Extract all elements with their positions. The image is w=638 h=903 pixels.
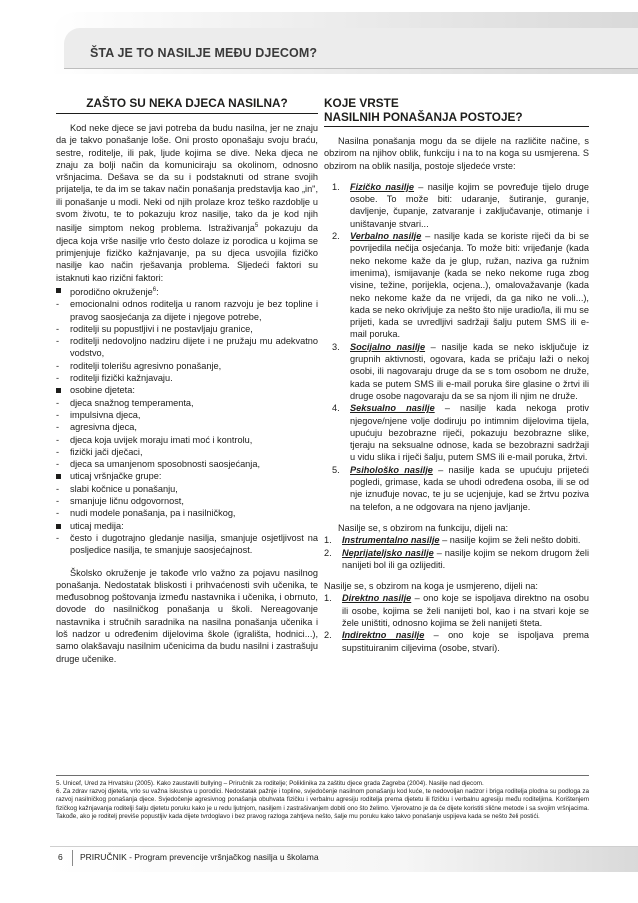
item-number: 1. [324,535,332,546]
item-term: Socijalno nasilje [350,341,426,352]
list-item-text: roditelji fizički kažnjavaju. [70,373,173,384]
list-item-text: osobine djeteta: [70,385,135,396]
dash-bullet: - [56,409,60,420]
square-bullet-icon [56,520,61,532]
item-text: – nasilje kada nekoga protiv njegove/njene volje dodiruju po intimnim dijelovima tijela, upućuju bezobrazne riječi, pokazuju bezobrazne slike, tjeraju na seksualne odnose, kada se bezobrazni sadržaji u vidu slika i riječi šalju, putem SMS ili e-mail poruka, žrtvi. [350,403,590,463]
item-number: 2. [324,547,332,558]
square-bullet-icon [56,384,61,396]
right-heading [324,96,589,127]
item-number: 5. [332,464,340,475]
list-item [56,397,318,409]
dash-bullet: - [56,299,60,310]
dash-bullet: - [56,360,60,371]
list-item-text: slabi kočnice u ponašanju, [70,483,178,494]
risk-factor-list [56,284,318,557]
numbered-item [324,534,589,546]
dash-bullet: - [56,323,60,334]
dash-bullet: - [56,336,60,347]
square-bullet-shape [56,474,61,479]
list-item-text: emocionalni odnos roditelja u ranom razvoju je bez topline i pravog saosjećanja za dijete i njegove potrebe, [70,299,318,322]
list-item-text: djeca snažnog temperamenta, [70,397,194,408]
list-item-text: djeca sa umanjenom sposobnosti saosjećanja, [70,459,260,470]
page-footer [50,846,638,871]
list-item [56,335,318,360]
dash-bullet: - [56,373,60,384]
item-text: – ono koje se ispoljava direktno na osobu ili osobe, kojima se želi nanijeti bol, kao i na stvari koje se žele uništiti, odnosno kojima se želi nanijeti šteta. [342,593,589,628]
list-item-text: nudi modele ponašanja, pa i nasilničkog, [70,508,236,519]
list-item [56,507,318,519]
numbered-item [332,402,589,463]
violence-form-list [324,181,589,513]
list-item-text: smanjuje ličnu odgovornost, [70,496,184,507]
numbered-item [332,230,589,341]
item-number: 3. [332,341,340,352]
footer-title: PRIRUČNIK - Program prevencije vršnjačkog nasilja u školama [80,852,319,862]
dash-bullet: - [56,483,60,494]
header-divider [64,68,638,69]
item-text: – nasilje kada se upućuju prijeteći pogledi, grimase, kada se uhodi određena osoba, ili se od nje iznuđuje novac, te ju se ucjenjuje, kad se žrtvu poziva na telefon, a ne odgovara na njeno javljanje. [350,464,589,512]
right-intro-paragraph: Nasilna ponašanja mogu da se dijele na različite načine, s obzirom na njihov oblik, funkciju i na to na koga su usmjerena. S obzirom na oblik nasilja, postoje sljedeće vrste: [324,136,589,171]
numbered-item [324,592,589,629]
item-text: – nasilje kojim se želi nešto dobiti. [439,535,581,546]
right-column [324,96,589,654]
list-item [56,434,318,446]
square-bullet-shape [56,288,61,293]
page-section-title: ŠTA JE TO NASILJE MEĐU DJECOM? [90,46,318,60]
left-column [56,96,318,665]
square-bullet-icon [56,470,61,482]
list-item [56,360,318,372]
list-item [56,384,318,396]
target-intro: Nasilje se, s obzirom na koga je usmjereno, dijeli na: [324,581,538,592]
list-item [56,532,318,557]
square-bullet-icon [56,284,61,296]
list-item [56,409,318,421]
list-item [56,298,318,323]
list-item-text: impulsivna djeca, [70,409,141,420]
item-term: Instrumentalno nasilje [342,535,440,546]
item-text: – nasilje kojim se nekom drugom želi nanijeti bol ili ga ozlijediti. [342,547,590,570]
list-item [56,446,318,458]
numbered-item [324,547,589,572]
footnote-6: 6. Za zdrav razvoj djeteta, vrlo su važna iskustva u porodici. Nedostatak pažnje i topline, svjedočenje nasilnom ponašanju kod kuće, te nedovoljan nadzor i briga roditelja plodna su podloga za razvoj nasilničkog ponašanja djece. Svjedočenje agresivnog ponašanja obuhvata fizičku i verbalnu agresiju roditelja prema djetetu ili fizičku i verbalnu agresiju među roditeljima. Korištenjem fizičkog kažnjavanja roditelji šalju djetetu poruku kako je u redu ljutnjom, nasiljem i zastrašivanjem dobiti ono što želimo. Vjerovatno je da će dijete koristiti slične metode i sa svojim vršnjacima. Takođe, ako je roditelj previše popustljiv kada dijete tvrdoglavo i bez pravog razloga zahtjeva nešto, šalje mu poruku kako takvo ponašanje uspijeva kada se nešto želi postići. [56,788,589,820]
item-number: 2. [324,630,332,641]
item-text: – nasilje kada se neko isključuje iz grupnih aktivnosti, ogovara, kada se pričaju laži o nekoj osobi, ili nagovaraju druge da se s tom osobom ne druže, kada se putem SMS ili e-mail poruka šire glasine o žrtvi ili druge osobe nagovaraju da se sa njom ili njim ne druže. [350,341,589,401]
item-text: – ono koje se ispoljava prema supstituiranim ciljevima (osobe, stvari). [342,630,589,653]
right-heading-line2: NASILNIH PONAŠANJA POSTOJE? [324,110,523,124]
list-item-suffix: : [156,286,159,297]
violence-target-list [324,592,589,653]
list-item-text: roditelji su popustljivi i ne postavljaju granice, [70,323,253,334]
list-item [56,483,318,495]
list-item [56,323,318,335]
school-paragraph: Školsko okruženje je takođe vrlo važno za pojavu nasilnog ponašanja. Nedostatak bliskosti i prihvaćenosti svih učenika, te međusobnog poštovanja između nastavnika i učenika, i obrnuto, dovode do nasilničkog ponašanja u školi. Nereagovanje nastavnika i stručnih saradnika na nasilna ponašanja učenika i loš nadzor u određenim dijelovima škole (igrališta, hodnici...), samo olakšavaju nasilnim učenicima da budu nasilni i zastrašuju druge učenike. [56,567,318,664]
right-heading-line1: KOJE VRSTE [324,96,399,110]
item-number: 4. [332,403,340,414]
item-term: Direktno nasilje [342,593,412,604]
item-term: Indirektno nasilje [342,630,425,641]
item-number: 2. [332,231,340,242]
left-heading: ZAŠTO SU NEKA DJECA NASILNA? [56,96,318,114]
list-item-text: agresivna djeca, [70,422,137,433]
item-number: 1. [324,593,332,604]
item-term: Psihološko nasilje [350,464,433,475]
function-intro: Nasilje se, s obzirom na funkciju, dijeli na: [338,522,509,533]
list-item [56,470,318,482]
dash-bullet: - [56,532,60,543]
dash-bullet: - [56,397,60,408]
list-item-text: često i dugotrajno gledanje nasilja, smanjuje osjetljivost na posljedice nasilja, te smanjuje saosjećajnost. [70,532,318,556]
footnote-ref-5: 5 [254,223,259,230]
list-item [56,284,318,298]
dash-bullet: - [56,459,60,470]
list-item [56,495,318,507]
square-bullet-shape [56,388,61,393]
item-term: Verbalno nasilje [350,231,422,242]
page-number: 6 [58,852,63,862]
left-intro-paragraph [56,122,318,284]
list-item-text: porodično okruženje [70,286,153,297]
list-item-text: uticaj medija: [70,520,124,531]
item-text: – nasilje kojim se povređuje tijelo druge osobe. To može biti: udaranje, šutiranje, guranje, davljenje, čupanje, zatvaranje i zaključavanje, otimanje i uništavanje stvari... [350,181,590,229]
item-term: Fizičko nasilje [350,181,415,192]
item-number: 1. [332,181,340,192]
list-item-text: djeca koja uvijek moraju imati moć i kontrolu, [70,434,253,445]
list-item [56,372,318,384]
dash-bullet: - [56,508,60,519]
footer-separator [72,850,73,866]
list-item [56,458,318,470]
list-item [56,421,318,433]
footnote-5: 5. Unicef, Ured za Hrvatsku (2005). Kako zaustaviti bullying – Priručnik za roditelje; Poliklinika za zaštitu djece grada Zagreba (2004). Nasilje nad djecom. [56,780,484,787]
numbered-item [332,181,589,230]
item-text: – nasilje kada se koriste riječi da bi se povrijedila nečija osjećanja. To može biti: vrijeđanje (kada neko nekome kaže da je glup, ružan, naziva ga ružnim imenima), ismijavanje (kada se neko nekome ruga zbog visine, težine, porijekla, ocjena..), omalovažavanje (kada neko nekome kaže da ne vrijedi, da ga niko ne voli...), kada se neko okrivljuje za nešto što nije uradio/la, ili mu se prijeti, kada se uvredljivi sadržaji šalju putem SMS ili e-mail poruka. [350,231,590,340]
footnotes [56,775,589,821]
dash-bullet: - [56,446,60,457]
dash-bullet: - [56,434,60,445]
numbered-item [332,464,589,513]
footnote-ref-6: 6 [152,286,157,293]
dash-bullet: - [56,422,60,433]
square-bullet-shape [56,524,61,529]
dash-bullet: - [56,496,60,507]
intro-text-b: pokazuju da djeca koja vrše nasilje vrlo često dolaze iz porodica u kojima se primjenjuje fizičko kažnjavanje, pa su djeca usvojila fizičko nasilje kao način rješavanja problema. Sljedeći faktori su istaknuti kao rizični faktori: [56,223,318,283]
list-item-text: uticaj vršnjačke grupe: [70,471,162,482]
list-item-text: roditelji nedovoljno nadziru dijete i ne pružaju mu adekvatno vodstvo, [70,336,318,359]
intro-text-a: Kod neke djece se javi potreba da budu nasilna, jer ne znaju da je takvo ponašanje loše. Oni prosto oponašaju svoju braću, sestre, roditelje, ili pak, ljude kojima se dive. Neka djeca ne znaju za bolji način da komuniciraju sa okolinom, odnosno vršnjacima. Dešava se da su i podstaknuti od strane svojih prijatelja, te da im se takav način ponašanja predstavlja kao „in", ili ponašanje u modi. Neki od njih prolaze kroz teško razdoblje u svom životu, te to pokazuju kroz nasilje, tako da je kod njih nasilje simptom nekog problema. Istraživanja [56,123,318,234]
item-term: Seksualno nasilje [350,403,435,414]
item-term: Neprijateljsko nasilje [342,547,434,558]
violence-function-list [324,534,589,571]
numbered-item [324,629,589,654]
list-item-text: roditelji tolerišu agresivno ponašanje, [70,360,222,371]
list-item [56,520,318,532]
list-item-text: fizički jači dječaci, [70,446,143,457]
numbered-item [332,341,589,402]
